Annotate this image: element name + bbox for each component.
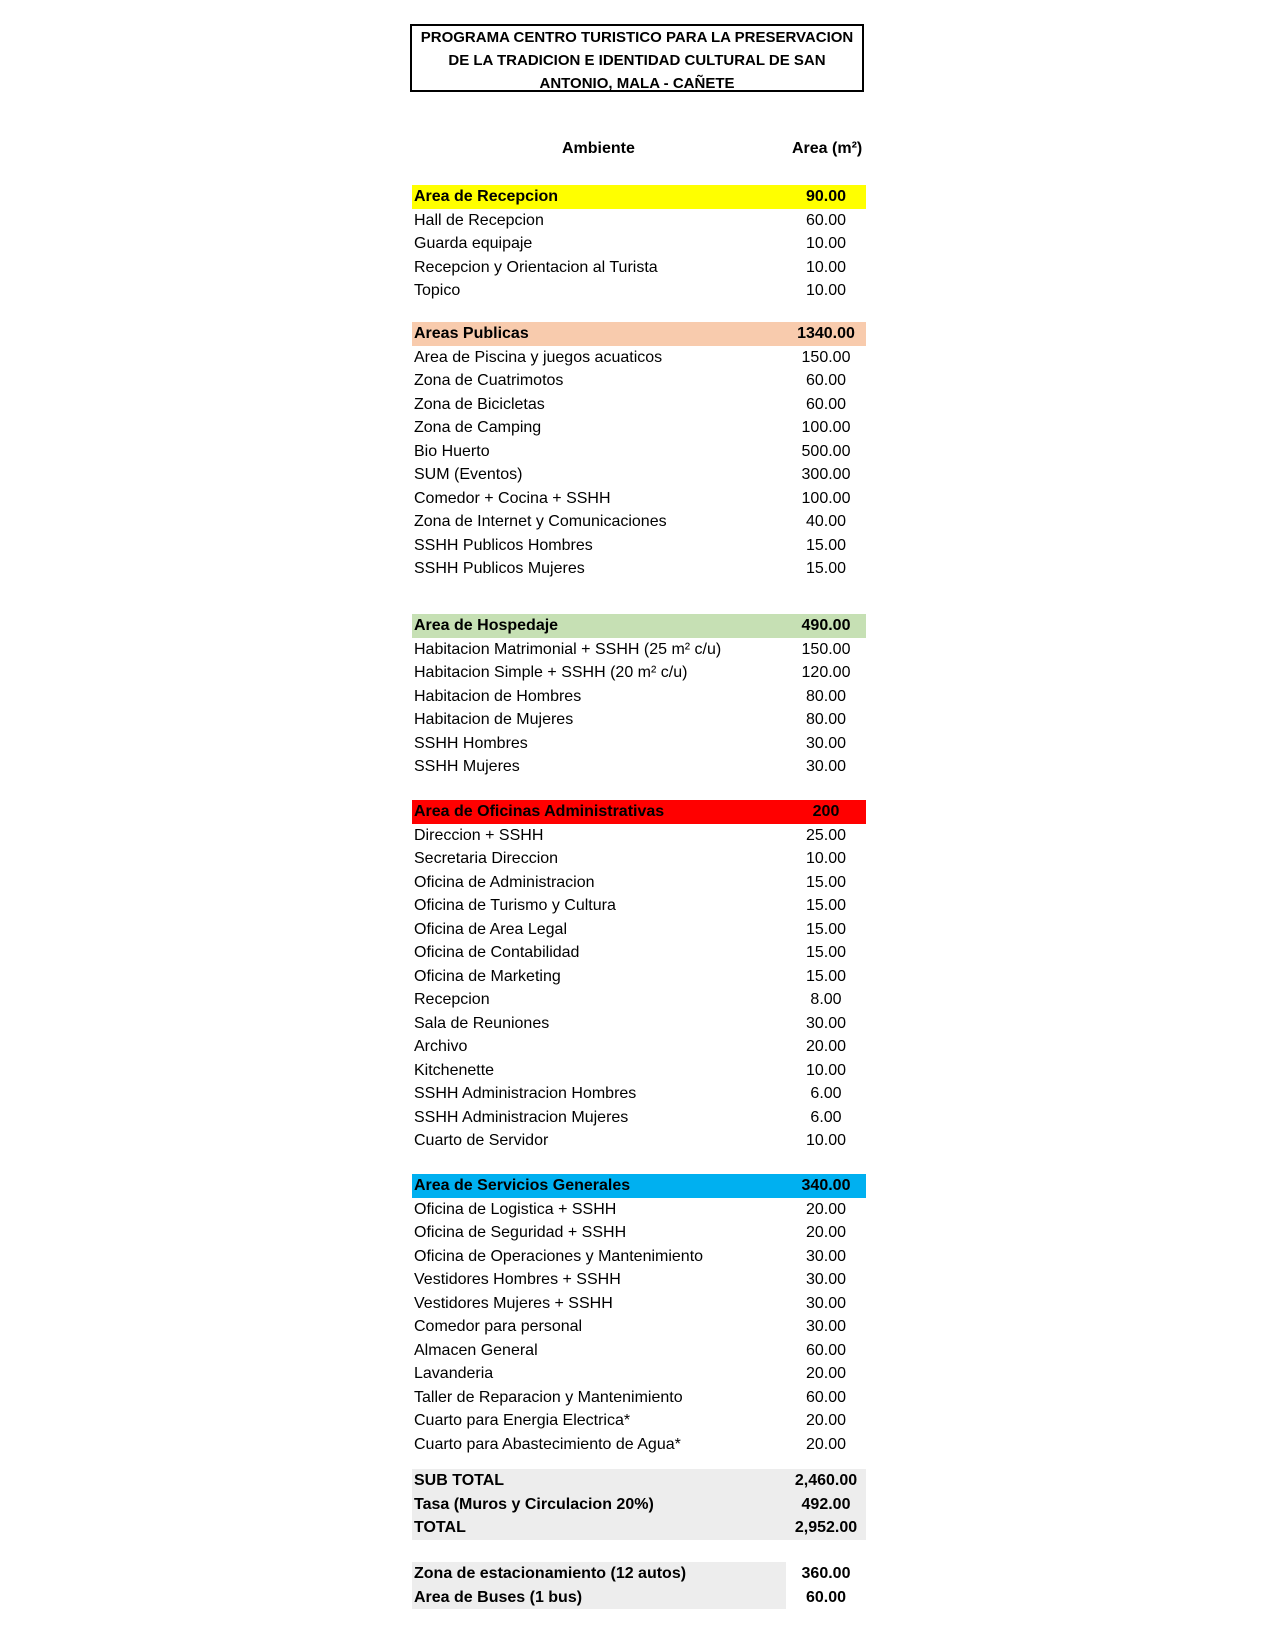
parking-block <box>412 1562 866 1609</box>
parking-value: 360.00 <box>801 1565 851 1582</box>
area-value: 10.00 <box>805 235 847 252</box>
row-label: Oficina de Seguridad + SSHH <box>414 1224 627 1241</box>
row-label: Zona de Cuatrimotos <box>414 372 564 389</box>
row-label: Almacen General <box>414 1341 538 1359</box>
table-row <box>412 824 866 848</box>
table-row <box>412 1059 866 1083</box>
row-label: SUM (Eventos) <box>414 466 523 483</box>
table-row <box>412 1106 866 1130</box>
section-total: 200 <box>812 803 840 820</box>
row-label: Lavanderia <box>414 1365 494 1382</box>
section-4 <box>412 800 866 1153</box>
table-row <box>412 755 866 779</box>
area-value: 15.00 <box>805 873 847 891</box>
row-label: Oficina de Area Legal <box>414 920 567 938</box>
row-label: Oficina de Administracion <box>414 873 595 891</box>
table-row <box>412 1221 866 1245</box>
area-value: 20.00 <box>805 1412 847 1429</box>
area-value: 60.00 <box>805 1388 847 1406</box>
table-row <box>412 685 866 709</box>
totals-block <box>412 1469 866 1540</box>
area-value: 8.00 <box>810 991 842 1008</box>
area-value: 20.00 <box>805 1435 847 1453</box>
area-value: 15.00 <box>805 560 847 577</box>
row-label: Cuarto de Servidor <box>414 1132 549 1149</box>
row-label: Oficina de Logistica + SSHH <box>414 1200 617 1218</box>
area-value: 30.00 <box>805 1247 847 1265</box>
row-label: Zona de estacionamiento (12 autos) <box>414 1565 687 1582</box>
area-value: 15.00 <box>805 897 847 914</box>
row-label: Area de Piscina y juegos acuaticos <box>414 348 663 366</box>
row-label: Recepcion <box>414 991 490 1008</box>
row-label: Cuarto para Energia Electrica* <box>414 1412 631 1429</box>
table-row <box>412 346 866 370</box>
table-row <box>412 1245 866 1269</box>
row-label: Vestidores Mujeres + SSHH <box>414 1294 613 1312</box>
row-label: Kitchenette <box>414 1061 495 1079</box>
row-label: Tasa (Muros y Circulacion 20%) <box>414 1495 654 1513</box>
area-value: 10.00 <box>805 1061 847 1079</box>
row-label: Oficina de Marketing <box>414 967 561 985</box>
table-row <box>412 534 866 558</box>
area-value: 25.00 <box>805 826 847 844</box>
table-row <box>412 871 866 895</box>
table-row <box>412 440 866 464</box>
area-value: 20.00 <box>805 1224 847 1241</box>
row-label: Area de Hospedaje <box>414 617 559 634</box>
area-value: 10.00 <box>805 282 847 299</box>
table-row <box>412 965 866 989</box>
row-label: SSHH Publicos Hombres <box>414 536 593 554</box>
area-value: 100.00 <box>801 489 851 507</box>
table-row <box>412 1268 866 1292</box>
totals-row <box>412 1516 866 1540</box>
section-total: 1340.00 <box>797 325 855 342</box>
title-line-3: ANTONIO, MALA - CAÑETE <box>539 75 735 92</box>
area-value: 30.00 <box>805 758 847 775</box>
table-row <box>412 661 866 685</box>
area-value: 60.00 <box>805 1341 847 1359</box>
row-label: Zona de Internet y Comunicaciones <box>414 513 667 530</box>
row-label: SSHH Administracion Hombres <box>414 1085 637 1102</box>
area-value: 20.00 <box>805 1365 847 1382</box>
parking-value: 60.00 <box>805 1588 847 1606</box>
row-label: Habitacion Simple + SSHH (20 m² c/u) <box>414 664 688 681</box>
row-label: Cuarto para Abastecimiento de Agua* <box>414 1435 681 1453</box>
row-label: SSHH Hombres <box>414 734 528 752</box>
row-label: SSHH Mujeres <box>414 758 520 775</box>
area-value: 30.00 <box>805 1294 847 1312</box>
row-label: Sala de Reuniones <box>414 1014 550 1032</box>
table-row <box>412 1433 866 1457</box>
row-label: Bio Huerto <box>414 442 490 460</box>
area-value: 20.00 <box>805 1038 847 1055</box>
area-value: 150.00 <box>801 348 851 366</box>
row-label: Direccion + SSHH <box>414 826 544 844</box>
table-row <box>412 894 866 918</box>
area-value: 10.00 <box>805 850 847 867</box>
area-value: 80.00 <box>805 711 847 728</box>
area-value: 10.00 <box>805 258 847 276</box>
section-1 <box>412 185 866 303</box>
document-title <box>410 24 864 92</box>
row-label: Secretaria Direccion <box>414 850 559 867</box>
table-row <box>412 557 866 581</box>
table-row <box>412 1409 866 1433</box>
area-value: 300.00 <box>801 466 851 483</box>
section-5 <box>412 1174 866 1456</box>
area-value: 6.00 <box>810 1108 842 1126</box>
section-total: 90.00 <box>805 188 847 205</box>
section-total: 490.00 <box>801 617 851 634</box>
row-label: Oficina de Operaciones y Mantenimiento <box>414 1247 704 1265</box>
totals-row <box>412 1469 866 1493</box>
table-row <box>412 1035 866 1059</box>
row-label: Zona de Bicicletas <box>414 395 545 413</box>
area-value: 15.00 <box>805 967 847 985</box>
section-3 <box>412 614 866 779</box>
area-value: 10.00 <box>805 1132 847 1149</box>
row-label: SUB TOTAL <box>414 1472 505 1489</box>
area-value: 60.00 <box>805 395 847 413</box>
row-label: Zona de Camping <box>414 419 542 436</box>
row-label: Oficina de Turismo y Cultura <box>414 897 616 914</box>
total-value: 2,460.00 <box>794 1472 858 1489</box>
section-2 <box>412 322 866 581</box>
row-label: Area de Buses (1 bus) <box>414 1588 583 1606</box>
area-value: 40.00 <box>805 513 847 530</box>
section-header-row <box>412 800 866 824</box>
table-row <box>412 510 866 534</box>
title-line-2: DE LA TRADICION E IDENTIDAD CULTURAL DE SAN <box>448 52 826 69</box>
section-total: 340.00 <box>801 1177 851 1194</box>
table-row <box>412 256 866 280</box>
column-header-area: Area (m²) <box>792 140 863 157</box>
table-row <box>412 1362 866 1386</box>
row-label: SSHH Administracion Mujeres <box>414 1108 629 1126</box>
table-row <box>412 232 866 256</box>
table-row <box>412 1339 866 1363</box>
table-row <box>412 209 866 233</box>
section-header-row <box>412 185 866 209</box>
area-value: 30.00 <box>805 1014 847 1032</box>
area-value: 20.00 <box>805 1200 847 1218</box>
table-row <box>412 1198 866 1222</box>
row-label: TOTAL <box>414 1519 466 1536</box>
section-header-row <box>412 322 866 346</box>
row-label: Area de Oficinas Administrativas <box>414 803 665 820</box>
row-label: Area de Recepcion <box>414 188 559 205</box>
row-label: Comedor para personal <box>414 1318 583 1335</box>
area-value: 100.00 <box>801 419 851 436</box>
section-header-row <box>412 1174 866 1198</box>
total-value: 492.00 <box>801 1495 851 1513</box>
row-label: Area de Servicios Generales <box>414 1177 631 1194</box>
area-value: 60.00 <box>805 211 847 229</box>
row-label: Habitacion de Hombres <box>414 687 582 705</box>
table-row <box>412 1315 866 1339</box>
table-row <box>412 487 866 511</box>
column-header-ambiente: Ambiente <box>562 140 635 157</box>
row-label: Recepcion y Orientacion al Turista <box>414 258 658 276</box>
row-label: Taller de Reparacion y Mantenimiento <box>414 1388 683 1406</box>
area-value: 30.00 <box>805 1271 847 1288</box>
row-label: Archivo <box>414 1038 468 1055</box>
row-label: Areas Publicas <box>414 325 529 342</box>
table-row <box>412 988 866 1012</box>
table-row <box>412 918 866 942</box>
row-label: Topico <box>414 282 461 299</box>
row-label: Hall de Recepcion <box>414 211 544 229</box>
area-value: 500.00 <box>801 442 851 460</box>
area-value: 80.00 <box>805 687 847 705</box>
table-row <box>412 1012 866 1036</box>
table-row <box>412 847 866 871</box>
section-header-row <box>412 614 866 638</box>
total-value: 2,952.00 <box>794 1519 858 1536</box>
area-value: 15.00 <box>805 536 847 554</box>
table-row <box>412 1292 866 1316</box>
table-row <box>412 638 866 662</box>
table-row <box>412 1129 866 1153</box>
table-row <box>412 393 866 417</box>
area-value: 60.00 <box>805 372 847 389</box>
table-row <box>412 463 866 487</box>
row-label: Vestidores Hombres + SSHH <box>414 1271 621 1288</box>
title-line-1: PROGRAMA CENTRO TURISTICO PARA LA PRESERVACION <box>420 29 854 46</box>
area-value: 6.00 <box>810 1085 842 1102</box>
parking-row <box>412 1586 866 1610</box>
row-label: Guarda equipaje <box>414 235 533 252</box>
area-value: 30.00 <box>805 734 847 752</box>
area-value: 150.00 <box>801 640 851 658</box>
area-value: 15.00 <box>805 944 847 961</box>
row-label: Habitacion de Mujeres <box>414 711 574 728</box>
row-label: SSHH Publicos Mujeres <box>414 560 585 577</box>
row-label: Habitacion Matrimonial + SSHH (25 m² c/u) <box>414 640 722 658</box>
table-row <box>412 708 866 732</box>
table-row <box>412 1082 866 1106</box>
table-row <box>412 1386 866 1410</box>
row-label: Oficina de Contabilidad <box>414 944 580 961</box>
totals-row <box>412 1493 866 1517</box>
table-row <box>412 369 866 393</box>
area-value: 120.00 <box>801 664 851 681</box>
area-value: 30.00 <box>805 1318 847 1335</box>
row-label: Comedor + Cocina + SSHH <box>414 489 611 507</box>
table-row <box>412 732 866 756</box>
area-value: 15.00 <box>805 920 847 938</box>
parking-row <box>412 1562 866 1586</box>
table-row <box>412 416 866 440</box>
table-row <box>412 941 866 965</box>
table-row <box>412 279 866 303</box>
